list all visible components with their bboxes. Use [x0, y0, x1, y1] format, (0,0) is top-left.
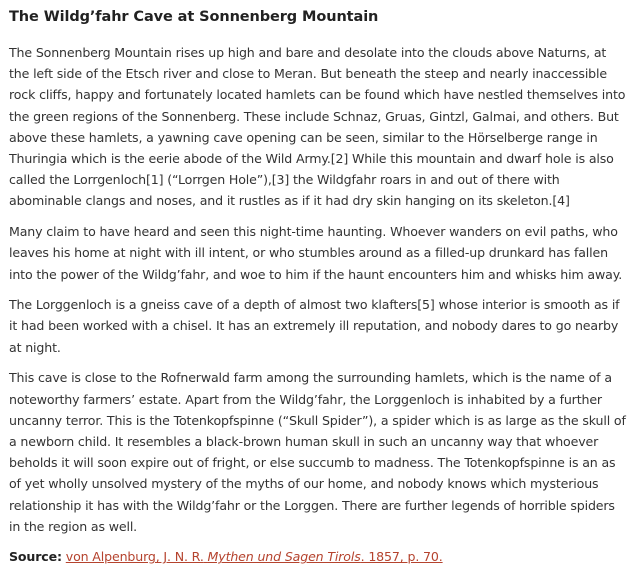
- source-link-rest: . 1857, p. 70.: [360, 549, 443, 565]
- paragraph-4: This cave is close to the Rofnerwald farm among the surrounding hamlets, which is the name of a noteworthy farmers’ estate. Apart from the Wildg’fahr, the Lorggenloch is inhabited by a further uncanny terror. This is the Totenkopfspinne (“Skull Spider”), a spider which is as large as the skull of a newborn child. It resembles a black-brown human skull in such an uncanny way that whoever beholds it will soon expire out of fright, or else succumb to madness. The Totenkopfspinne is an as of yet wholly unsolved mystery of the myths of our home, and nobody knows which mysterious relationship it has with the Wildg’fahr or the Lorggen. There are further legends of horrible spiders in the region as well.: [9, 370, 626, 534]
- paragraph-2: Many claim to have heard and seen this night-time haunting. Whoever wanders on evil paths, who leaves his home at night with ill intent, or who stumbles around as a filled-up drunkard has fallen into the power of the Wildg’fahr, and woe to him if the haunt encounters him and whisks him away.: [9, 224, 623, 282]
- paragraph-1: The Sonnenberg Mountain rises up high and bare and desolate into the clouds above Naturns, at the left side of the Etsch river and close to Meran. But beneath the steep and nearly inaccessible rock cliffs, happy and fortunately located hamlets can be found which have nestled themselves into the green regions of the Sonnenberg. These include Schnaz, Gruas, Gintzl, Galmai, and others. But above these hamlets, a yawning cave opening can be seen, similar to the Hörselberge range in Thuringia which is the eerie abode of the Wild Army.[2] While this mountain and dwarf hole is also called the Lorrgenloch[1] (“Lorrgen Hole”),[3] the Wildgfahr roars in and out of there with abominable clangs and noses, and it rustles as if it had dry skin hanging on its skeleton.[4]: [9, 45, 626, 209]
- paragraph-3: The Lorggenloch is a gneiss cave of a depth of almost two klafters[5] whose interior is smooth as if it had been worked with a chisel. It has an extremely ill reputation, and nobody dares to go nearby at night.: [9, 297, 620, 355]
- source-link-title: Mythen und Sagen Tirols: [207, 549, 361, 565]
- source-link[interactable]: [66, 549, 443, 564]
- source-citation: [9, 546, 626, 567]
- source-label: Source:: [9, 549, 62, 565]
- source-link-author: von Alpenburg, J. N. R.: [65, 549, 204, 565]
- page-title: The Wildg’fahr Cave at Sonnenberg Mountain: [9, 9, 379, 25]
